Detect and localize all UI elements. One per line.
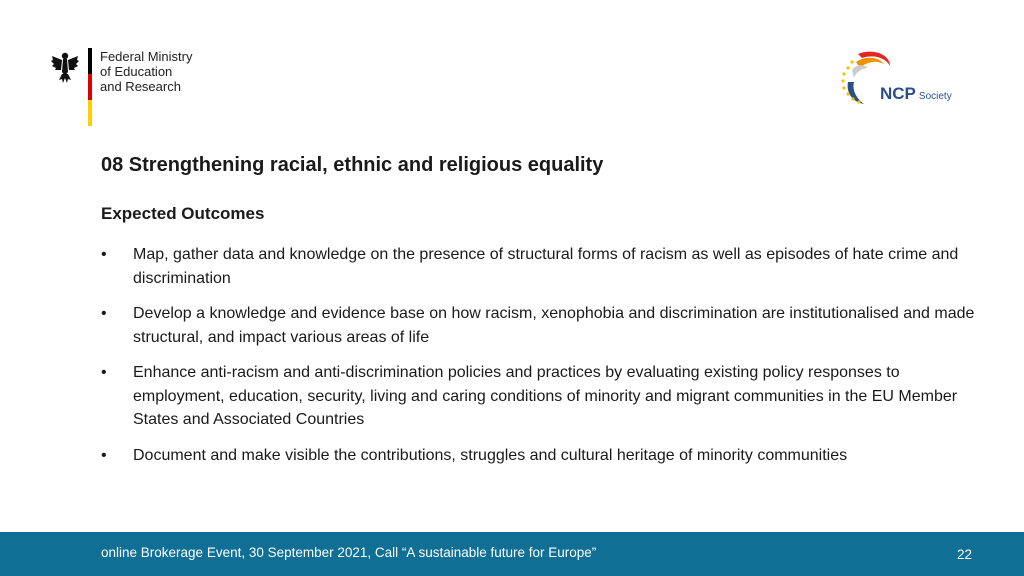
- ncp-society-logo: [838, 48, 970, 112]
- bullet-marker: •: [101, 246, 107, 263]
- list-item-text: Document and make visible the contributions, struggles and cultural heritage of minority communities: [133, 446, 848, 464]
- list-item-text: Map, gather data and knowledge on the presence of structural forms of racism as well as episodes of hate crime and discrimination: [133, 246, 959, 287]
- outcomes-list: [101, 243, 981, 479]
- ministry-line: and Research: [100, 79, 181, 94]
- list-item-text: Enhance anti-racism and anti-discrimination policies and practices by evaluating existing policy responses to employment, education, security, living and caring conditions of minority and migrant communities in the EU Member States and Associated Countries: [133, 364, 958, 428]
- footer-event-text: online Brokerage Event, 30 September 2021, Call “A sustainable future for Europe”: [101, 545, 597, 560]
- ncp-brand: NCP: [880, 84, 916, 103]
- list-item: [101, 302, 981, 349]
- list-item: [101, 243, 981, 290]
- list-item-text: Develop a knowledge and evidence base on how racism, xenophobia and discrimination are institutionalised and made structural, and impact various areas of life: [133, 305, 975, 346]
- ministry-line: Federal Ministry: [100, 49, 193, 64]
- ministry-line: of Education: [100, 64, 173, 79]
- footer-bar: [0, 532, 1024, 576]
- german-flag-bar: [88, 48, 92, 126]
- list-item: [101, 444, 981, 468]
- bullet-marker: •: [101, 305, 107, 322]
- bullet-marker: •: [101, 446, 107, 464]
- bmbf-logo: [50, 46, 210, 130]
- bullet-marker: •: [101, 364, 107, 381]
- federal-eagle-icon: [50, 50, 80, 84]
- ministry-name: [100, 49, 192, 94]
- list-item: [101, 361, 981, 432]
- page-number: 22: [956, 547, 972, 562]
- ncp-subbrand: Society: [918, 91, 952, 102]
- slide-subtitle: Expected Outcomes: [101, 204, 265, 223]
- ncp-wordmark: [880, 84, 952, 104]
- slide-title: 08 Strengthening racial, ethnic and religious equality: [101, 154, 604, 176]
